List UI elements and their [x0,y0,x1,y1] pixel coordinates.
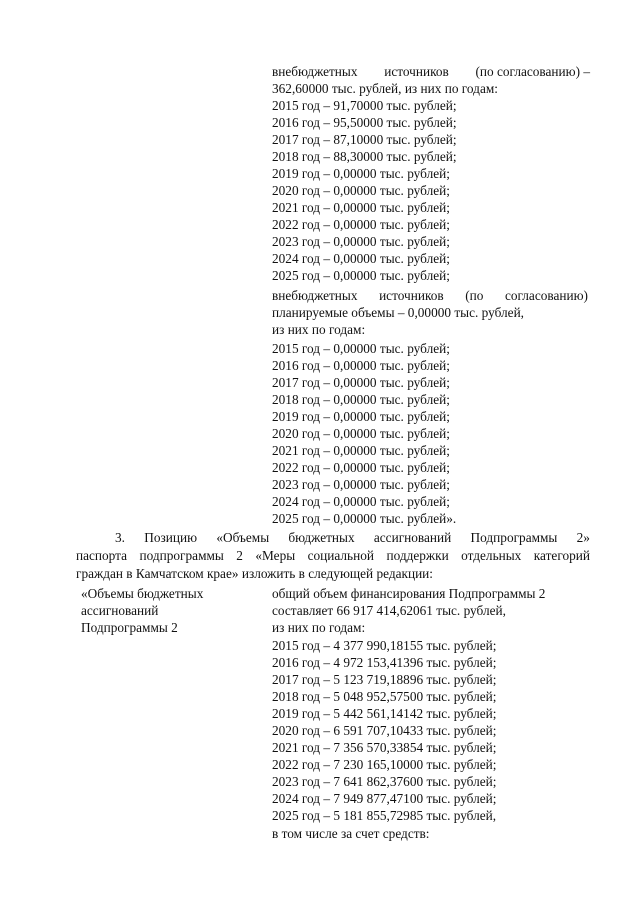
word: 2 [236,548,243,563]
year-line: 2018 год – 0,00000 тыс. рублей; [272,392,450,407]
word: источников [379,288,444,303]
year-line: 2020 год – 0,00000 тыс. рублей; [272,183,450,198]
word: «Меры [255,548,296,563]
year-line: 2019 год – 0,00000 тыс. рублей; [272,166,450,181]
word: отдельных [461,548,522,563]
year-line: 2023 год – 0,00000 тыс. рублей; [272,477,450,492]
year-line: 2017 год – 87,10000 тыс. рублей; [272,132,457,147]
year-line: 2024 год – 0,00000 тыс. рублей; [272,494,450,509]
word: Подпрограммы [470,530,558,545]
year-line: 2015 год – 91,70000 тыс. рублей; [272,98,457,113]
year-line: 2022 год – 7 230 165,10000 тыс. рублей; [272,757,497,772]
word: социальной [307,548,375,563]
year-line: 2023 год – 7 641 862,37600 тыс. рублей; [272,774,497,789]
text-line [272,287,588,304]
year-line: 2018 год – 5 048 952,57500 тыс. рублей; [272,689,497,704]
year-line: 2017 год – 0,00000 тыс. рублей; [272,375,450,390]
word: Позицию [144,530,198,545]
word: поддержки [386,548,449,563]
word: подпрограммы [139,548,224,563]
year-line: 2021 год – 0,00000 тыс. рублей; [272,200,450,215]
year-line: 2017 год – 5 123 719,18896 тыс. рублей; [272,672,497,687]
text-line: планируемые объемы – 0,00000 тыс. рублей, [272,305,525,320]
year-line: 2016 год – 95,50000 тыс. рублей; [272,115,457,130]
word: категорий [533,548,590,563]
table-left-cell-line: Подпрограммы 2 [81,620,178,635]
paragraph-line [115,529,590,546]
year-line: 2016 год – 4 972 153,41396 тыс. рублей; [272,655,497,670]
paragraph-line: граждан в Камчатском крае» изложить в следующей редакции: [76,566,433,581]
word: «Объемы [216,530,270,545]
word: внебюджетных [272,64,358,79]
text-line: из них по годам: [272,322,366,337]
table-right-cell-line: составляет 66 917 414,62061 тыс. рублей, [272,603,506,618]
paragraph-line [76,547,590,564]
word: (по [465,288,484,303]
table-left-cell-line: ассигнований [81,603,159,618]
year-line: 2016 год – 0,00000 тыс. рублей; [272,358,450,373]
text-line [272,63,590,80]
year-line: 2024 год – 0,00000 тыс. рублей; [272,251,450,266]
year-line: 2021 год – 0,00000 тыс. рублей; [272,443,450,458]
word: согласованию) [504,288,588,303]
word: 2» [576,530,590,545]
table-right-cell-line: из них по годам: [272,620,366,635]
year-line: 2019 год – 0,00000 тыс. рублей; [272,409,450,424]
year-line: 2022 год – 0,00000 тыс. рублей; [272,217,450,232]
table-left-cell-line: «Объемы бюджетных [81,586,204,601]
year-line: 2022 год – 0,00000 тыс. рублей; [272,460,450,475]
word: источников [384,64,449,79]
year-line: 2025 год – 5 181 855,72985 тыс. рублей, [272,808,497,823]
year-line: 2020 год – 6 591 707,10433 тыс. рублей; [272,723,497,738]
word: ассигнований [373,530,452,545]
year-line: 2024 год – 7 949 877,47100 тыс. рублей; [272,791,497,806]
table-right-cell-line: общий объем финансирования Подпрограммы 2 [272,586,546,601]
year-line: 2021 год – 7 356 570,33854 тыс. рублей; [272,740,497,755]
word: 3. [115,530,125,545]
year-line: 2018 год – 88,30000 тыс. рублей; [272,149,457,164]
text-line: 362,60000 тыс. рублей, из них по годам: [272,81,498,96]
year-line: 2015 год – 0,00000 тыс. рублей; [272,341,450,356]
word: (по согласованию) – [475,64,590,79]
year-line: 2023 год – 0,00000 тыс. рублей; [272,234,450,249]
word: паспорта [76,548,128,563]
year-line: 2025 год – 0,00000 тыс. рублей». [272,511,457,526]
year-line: 2015 год – 4 377 990,18155 тыс. рублей; [272,638,497,653]
word: бюджетных [288,530,355,545]
word: внебюджетных [272,288,358,303]
table-right-cell-line: в том числе за счет средств: [272,826,430,841]
year-line: 2020 год – 0,00000 тыс. рублей; [272,426,450,441]
year-line: 2025 год – 0,00000 тыс. рублей; [272,268,450,283]
year-line: 2019 год – 5 442 561,14142 тыс. рублей; [272,706,497,721]
